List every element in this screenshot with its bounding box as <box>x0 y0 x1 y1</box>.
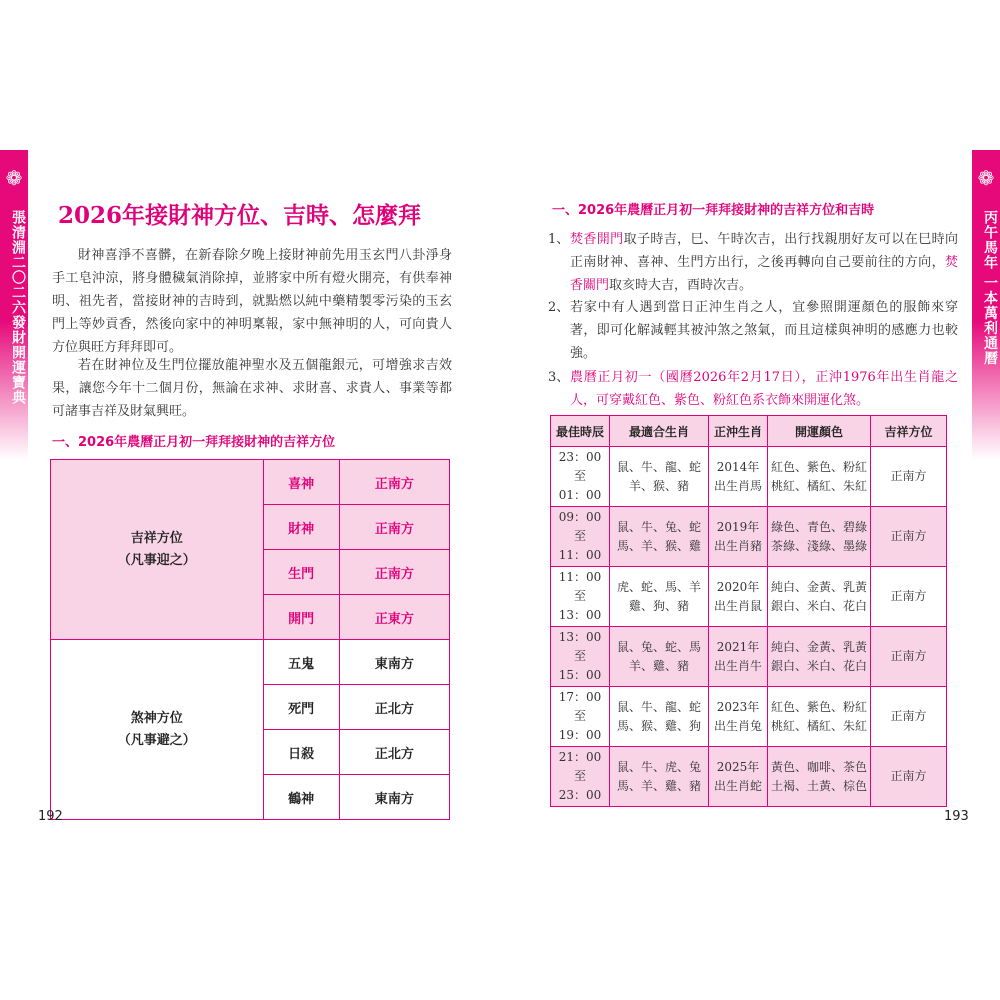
table-row <box>551 567 947 627</box>
section-heading: 一、2026年農曆正月初一拜拜接財神的吉祥方位 <box>52 435 336 450</box>
zodiac-cell: 鼠、牛、龍、蛇 馬、猴、雞、狗 <box>610 687 709 747</box>
color-cell: 紅色、紫色、粉紅 桃紅、橘紅、朱紅 <box>768 687 871 747</box>
bad-group-label <box>51 640 264 820</box>
table-row <box>51 640 450 685</box>
deity-direction: 正北方 <box>339 730 449 775</box>
deity-name: 財神 <box>263 505 339 550</box>
highlight-text: 焚香關門 <box>570 255 958 293</box>
table-row <box>551 507 947 567</box>
column-header: 開運顏色 <box>768 416 871 447</box>
deity-direction: 正北方 <box>339 685 449 730</box>
direction-cell: 正南方 <box>871 687 947 747</box>
direction-table <box>50 459 450 820</box>
zodiac-cell: 鼠、牛、虎、兔 馬、羊、雞、豬 <box>610 747 709 807</box>
column-header: 吉祥方位 <box>871 416 947 447</box>
zodiac-cell: 鼠、牛、兔、蛇 馬、羊、猴、雞 <box>610 507 709 567</box>
color-cell: 純白、金黃、乳黃 銀白、米白、花白 <box>768 567 871 627</box>
page-number: 192 <box>38 809 63 824</box>
table-row <box>551 747 947 807</box>
deity-name: 鶴神 <box>263 775 339 820</box>
item-text: 若家中有人遇到當日正沖生肖之人，宜參照開運顏色的服飾來穿著，即可化解減輕其被沖煞之煞氣，而且這樣與神明的感應力也較強。 <box>570 300 958 361</box>
deity-name: 開門 <box>263 595 339 640</box>
clash-cell: 2019年 出生肖豬 <box>709 507 768 567</box>
direction-cell: 正南方 <box>871 447 947 507</box>
table-row <box>551 627 947 687</box>
item-number: 2、 <box>548 300 570 315</box>
table-row <box>51 460 450 505</box>
deity-direction: 東南方 <box>339 640 449 685</box>
paragraph-1: 財神喜淨不喜髒，在新春除夕晚上接財神前先用玉玄門八卦淨身手工皂沖涼，將身體穢氣消除掉，並將家中所有燈火開亮，有供奉神明、祖先者，當接財神的吉時到，就點燃以純中藥精製零污染的玉玄門上等妙貢香，然後向家中的神明稟報，家中無神明的人，可向貴人方位與旺方拜拜即可。 <box>52 248 452 355</box>
right-page <box>500 0 1000 1000</box>
section-heading: 一、2026年農曆正月初一拜拜接財神的吉祥方位和吉時 <box>552 203 875 218</box>
zodiac-cell: 鼠、牛、龍、蛇 羊、猴、豬 <box>610 447 709 507</box>
clash-cell: 2014年 出生肖馬 <box>709 447 768 507</box>
table-row <box>551 687 947 747</box>
floral-ornament-icon: ❁ <box>5 166 23 190</box>
page-number: 193 <box>944 809 969 824</box>
column-header: 最適合生肖 <box>610 416 709 447</box>
list-item <box>548 366 958 412</box>
color-cell: 綠色、青色、碧綠 茶綠、淺綠、墨綠 <box>768 507 871 567</box>
deity-name: 日殺 <box>263 730 339 775</box>
deity-direction: 正南方 <box>339 460 449 505</box>
time-cell: 17：00 至 19：00 <box>551 687 610 747</box>
list-item <box>548 228 958 297</box>
list-item <box>548 296 958 365</box>
deity-direction: 正南方 <box>339 505 449 550</box>
auspicious-time-table <box>550 415 947 807</box>
direction-cell: 正南方 <box>871 627 947 687</box>
item-number: 1、 <box>548 232 570 247</box>
clash-cell: 2020年 出生肖鼠 <box>709 567 768 627</box>
deity-name: 五鬼 <box>263 640 339 685</box>
floral-ornament-icon: ❁ <box>977 166 995 190</box>
group-label-line: （凡事避之） <box>117 732 196 748</box>
table-header-row <box>551 416 947 447</box>
highlight-text: 焚香開門 <box>570 232 624 247</box>
highlight-text: 農曆正月初一（國曆2026年2月17日），正沖1976年出生肖龍之人，可穿戴紅色、紫色、粉紅色系衣飾來開運化煞。 <box>570 370 958 408</box>
direction-cell: 正南方 <box>871 567 947 627</box>
good-group-label <box>51 460 264 640</box>
column-header: 正沖生肖 <box>709 416 768 447</box>
column-header: 最佳時辰 <box>551 416 610 447</box>
left-side-tab <box>0 150 28 460</box>
deity-direction: 東南方 <box>339 775 449 820</box>
direction-cell: 正南方 <box>871 507 947 567</box>
item-text: 取亥時大吉，酉時次吉。 <box>609 278 753 293</box>
color-cell: 黃色、咖啡、茶色 土褐、土黃、棕色 <box>768 747 871 807</box>
group-label-line: 吉祥方位 <box>130 530 183 546</box>
clash-cell: 2023年 出生肖兔 <box>709 687 768 747</box>
time-cell: 09：00 至 11：00 <box>551 507 610 567</box>
direction-cell: 正南方 <box>871 747 947 807</box>
paragraph-2: 若在財神位及生門位擺放龍神聖水及五個龍銀元，可增強求吉效果，讓您今年十二個月份，無論在求神、求財喜、求貴人、事業等都可諸事吉祥及財氣興旺。 <box>52 358 452 419</box>
group-label-line: （凡事迎之） <box>117 552 196 568</box>
time-cell: 13：00 至 15：00 <box>551 627 610 687</box>
time-cell: 21：00 至 23：00 <box>551 747 610 807</box>
table-row <box>551 447 947 507</box>
clash-cell: 2025年 出生肖蛇 <box>709 747 768 807</box>
time-cell: 11：00 至 13：00 <box>551 567 610 627</box>
zodiac-cell: 鼠、兔、蛇、馬 羊、雞、豬 <box>610 627 709 687</box>
time-cell: 23：00 至 01：00 <box>551 447 610 507</box>
item-text: 取子時吉，巳、午時次吉，出行找親朋好友可以在巳時向正南財神、喜神、生門方出行，之後再轉向自己要前往的方向， <box>570 232 958 270</box>
right-side-tab <box>972 150 1000 460</box>
zodiac-cell: 虎、蛇、馬、羊 雞、狗、豬 <box>610 567 709 627</box>
deity-name: 喜神 <box>263 460 339 505</box>
item-number: 3、 <box>548 370 570 385</box>
color-cell: 純白、金黃、乳黃 銀白、米白、花白 <box>768 627 871 687</box>
group-label-line: 煞神方位 <box>130 710 183 726</box>
deity-name: 死門 <box>263 685 339 730</box>
clash-cell: 2021年 出生肖牛 <box>709 627 768 687</box>
page-title: 2026年接財神方位、吉時、怎麼拜 <box>58 202 422 229</box>
color-cell: 紅色、紫色、粉紅 桃紅、橘紅、朱紅 <box>768 447 871 507</box>
deity-direction: 正東方 <box>339 595 449 640</box>
right-side-tab-text: 丙午馬年 一本萬利通曆 <box>982 210 998 366</box>
deity-name: 生門 <box>263 550 339 595</box>
left-side-tab-text: 張清淵二〇二六發財開運寶典 <box>10 210 26 405</box>
deity-direction: 正南方 <box>339 550 449 595</box>
